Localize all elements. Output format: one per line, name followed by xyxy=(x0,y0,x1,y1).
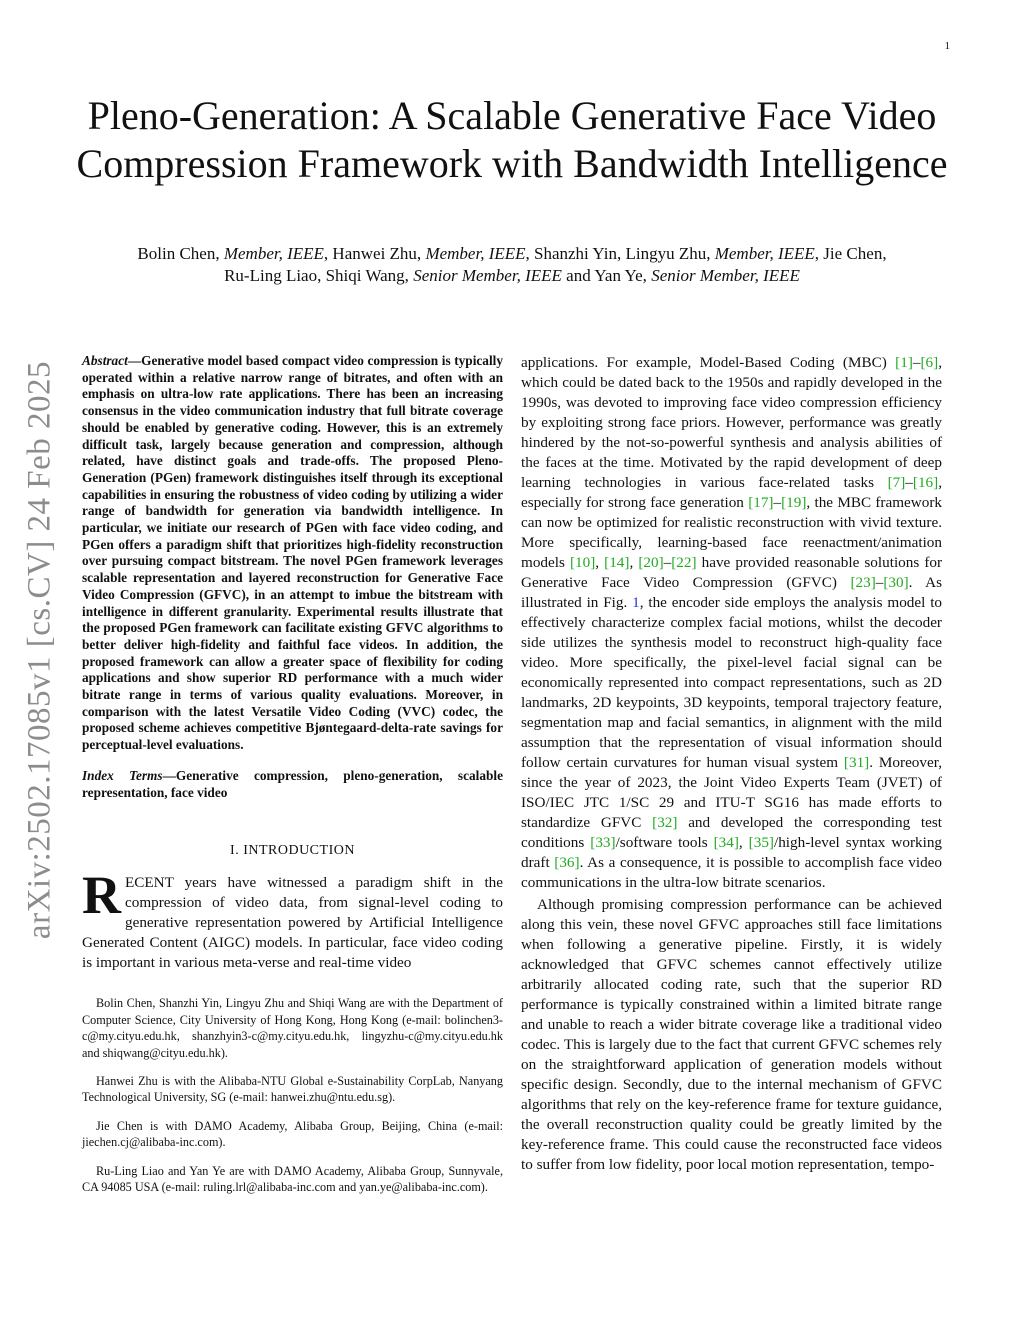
body-text-run: . As illustrated in Fig. xyxy=(521,574,942,611)
citation-link[interactable]: [20] xyxy=(638,554,664,571)
author-text: , Jie Chen, xyxy=(814,244,887,263)
citation-link[interactable]: [23] xyxy=(850,574,876,591)
index-terms xyxy=(82,768,503,801)
body-text-run: , xyxy=(595,554,605,571)
arxiv-stamp-text: arXiv:2502.17085v1 [cs.CV] 24 Feb 2025 xyxy=(21,360,58,940)
body-text-run: , which could be dated back to the 1950s and rapidly developed in the 1990s, was devoted to improving face video compression efficiency by exploiting strong face priors. However, performance was greatly hindered by the not-so-powerful synthesis and analysis abilities of the faces at the time. Motivated by the rapid development of deep learning technologies in various face-related tasks xyxy=(521,354,942,491)
author-text: and Yan Ye, xyxy=(561,266,652,285)
body-paragraph-2: Although promising compression performance can be achieved along this vein, these novel GFVC approaches still face limitations when following a generative pipeline. Firstly, it is widely acknowledged that GFVC schemes cannot effectively utilize arbitrarily allocated coding rate, such that the superior RD performance is typically constrained within a limited bitrate range and unable to reach a wider bitrate coverage like a traditional video codec. This is largely due to the fact that current GFVC schemes rely on the straightforward application of generation models without specific design. Secondly, due to the internal mechanism of GFVC algorithms that rely on the key-reference frame for texture guidance, the overall reconstruction quality could be greatly limited by the key-reference frame. This could cause the reconstructed face videos to suffer from low fidelity, poor local motion representation, tempo- xyxy=(521,896,942,1173)
intro-text: ECENT years have witnessed a paradigm shift in the compression of video data, from signal-level coding to generative representation powered by Artificial Intelligence Generated Content (AIGC) models. In particular, face video coding is important in various meta-verse and real-time video xyxy=(82,874,503,972)
body-text-run: , especially for strong face generation xyxy=(521,474,942,511)
footnote: Ru-Ling Liao and Yan Ye are with DAMO Academy, Alibaba Group, Sunnyvale, CA 94085 USA (e-mail: ruling.lrl@alibaba-inc.com and yan.ye@alibaba-inc.com). xyxy=(82,1163,503,1194)
citation-link[interactable]: [7] xyxy=(887,474,906,491)
footnote: Jie Chen is with DAMO Academy, Alibaba Group, Beijing, China (e-mail: jiechen.cj@alibaba-inc.com). xyxy=(82,1118,503,1150)
citation-link[interactable]: [30] xyxy=(883,574,909,591)
index-terms-label: Index Terms xyxy=(82,767,163,783)
right-column xyxy=(521,353,942,1175)
body-text-run: – xyxy=(773,494,782,511)
body-text-run: , xyxy=(738,834,749,851)
citation-link[interactable]: [1] xyxy=(895,354,913,371)
citation-link[interactable]: [34] xyxy=(713,834,739,851)
author-affil: Member, IEEE xyxy=(223,244,324,263)
body-text-run: – xyxy=(912,354,921,371)
citation-link[interactable]: [31] xyxy=(843,754,870,771)
author-affil: Member, IEEE xyxy=(425,244,526,263)
author-affil: Senior Member, IEEE xyxy=(651,266,800,285)
author-list xyxy=(60,243,964,287)
body-text-run: /high-level syntax working draft xyxy=(521,834,943,871)
author-text: , Hanwei Zhu, xyxy=(323,244,426,263)
author-line-1 xyxy=(60,243,964,265)
abstract-text: —Generative model based compact video compression is typically operated within a relative narrow range of bitrates, and often with an emphasis on ultra-low rate applications. There has been an increasing consensus in the video communication industry that full bitrate coverage should be enabled by generative coding. However, this is an extremely difficult task, largely because generation and compression, although related, have distinct goals and trade-offs. The proposed Pleno-Generation (PGen) framework distinguishes itself through its exceptional capabilities in ensuring the robustness of video coding by utilizing a wider range of bandwidth for generation via bandwidth intelligence. In particular, we initiate our research of PGen with face video coding, and PGen offers a paradigm shift that prioritizes high-fidelity reconstruction over pursuing compact bitstream. The novel PGen framework leverages scalable representation and layered reconstruction for Generative Face Video Compression (GFVC), in an attempt to imbue the bitstream with intelligence in different granularity. Experimental results illustrate that the proposed PGen framework can facilitate existing GFVC algorithms to better deliver high-fidelity and faithful face videos. In addition, the proposed framework can allow a greater space of flexibility for coding applications and show superior RD performance with a much wider bitrate range in terms of various quality evaluations. Moreover, in comparison with the latest Versatile Video Coding (VVC) codec, the proposed scheme achieves competitive Bjøntegaard-delta-rate savings for perceptual-level evaluations. xyxy=(82,353,503,753)
author-text: , Shanzhi Yin, Lingyu Zhu, xyxy=(525,244,715,263)
citation-link[interactable]: [19] xyxy=(781,494,807,511)
citation-link[interactable]: [35] xyxy=(748,834,774,851)
author-text: Ru-Ling Liao, Shiqi Wang, xyxy=(224,266,414,285)
author-text: Bolin Chen, xyxy=(137,244,224,263)
body-text-run: applications. For example, Model-Based Coding (MBC) xyxy=(521,354,896,371)
body-text-run: , the MBC framework can now be optimized for realistic reconstruction with vivid texture. More specifically, learning-based face reenactment/animation models xyxy=(521,494,942,571)
body-text-run: – xyxy=(875,574,884,591)
citation-link[interactable]: [36] xyxy=(554,854,580,871)
page-number: 1 xyxy=(944,40,950,52)
index-terms-text: —Generative compression, pleno-generation, scalable representation, face video xyxy=(82,767,503,800)
citation-link[interactable]: [14] xyxy=(604,554,630,571)
body-text-run: . Moreover, since the year of 2023, the Joint Video Experts Team (JVET) of ISO/IEC JTC 1/SC 29 and ITU-T SG16 has made efforts to standardize GFVC xyxy=(521,754,942,831)
citation-link[interactable]: [10] xyxy=(569,554,596,571)
author-affil: Senior Member, IEEE xyxy=(413,266,562,285)
arxiv-stamp xyxy=(20,350,60,950)
body-text-run: – xyxy=(905,474,913,491)
footnote: Bolin Chen, Shanzhi Yin, Lingyu Zhu and Shiqi Wang are with the Department of Computer Science, City University of Hong Kong, Hong Kong (e-mail: bolinchen3-c@my.cityu.edu.hk, shanzhyin3-c@my.cityu.edu.hk, lingyzhu-c@my.cityu.edu.hk and shiqwang@cityu.edu.hk). xyxy=(82,996,503,1060)
body-text-run: – xyxy=(663,554,672,571)
author-line-2 xyxy=(60,265,964,287)
citation-link[interactable]: [33] xyxy=(590,834,616,851)
body-text-run: and developed the corresponding test conditions xyxy=(521,814,942,851)
footnote: Hanwei Zhu is with the Alibaba-NTU Global e-Sustainability CorpLab, Nanyang Technological University, SG (e-mail: hanwei.zhu@ntu.edu.sg). xyxy=(82,1073,503,1105)
author-affil: Member, IEEE xyxy=(714,244,815,263)
body-text-run: , the encoder side employs the analysis model to effectively characterize complex facial motions, whilst the decoder side utilizes the synthesis model to reconstruct high-quality face video. More specifically, the pixel-level facial signal can be economically represented into compact representations, such as 2D landmarks, 2D keypoints, 3D keypoints, temporal trajectory feature, segmentation map and facial semantics, in alignment with the mild assumption that the representation of visual information should follow certain curvatures for human visual system xyxy=(521,594,943,771)
body-paragraph-1 xyxy=(521,353,942,893)
citation-link[interactable]: [6] xyxy=(920,354,939,371)
body-text-run: /software tools xyxy=(615,834,714,851)
body-text-run: . As a consequence, it is possible to accomplish face video communications in the ultra-low bitrate scenarios. xyxy=(521,854,942,891)
section-heading: I. INTRODUCTION xyxy=(230,843,355,859)
figure-ref-link[interactable]: 1 xyxy=(632,594,640,611)
left-column xyxy=(82,353,503,1207)
citation-link[interactable]: [22] xyxy=(671,554,697,571)
citation-link[interactable]: [17] xyxy=(748,494,774,511)
citation-link[interactable]: [16] xyxy=(912,474,939,491)
intro-paragraph xyxy=(82,865,503,973)
footnotes xyxy=(82,995,503,1195)
abstract-label: Abstract xyxy=(82,353,128,368)
abstract xyxy=(82,353,503,754)
drop-cap: R xyxy=(82,865,121,926)
citation-link[interactable]: [32] xyxy=(652,814,678,831)
body-text-run: have provided reasonable solutions for Generative Face Video Compression (GFVC) xyxy=(521,554,943,591)
body-text-run: , xyxy=(629,554,639,571)
paper-title: Pleno-Generation: A Scalable Generative Face Video Compression Framework with Bandwidth Intelligence xyxy=(76,93,948,186)
